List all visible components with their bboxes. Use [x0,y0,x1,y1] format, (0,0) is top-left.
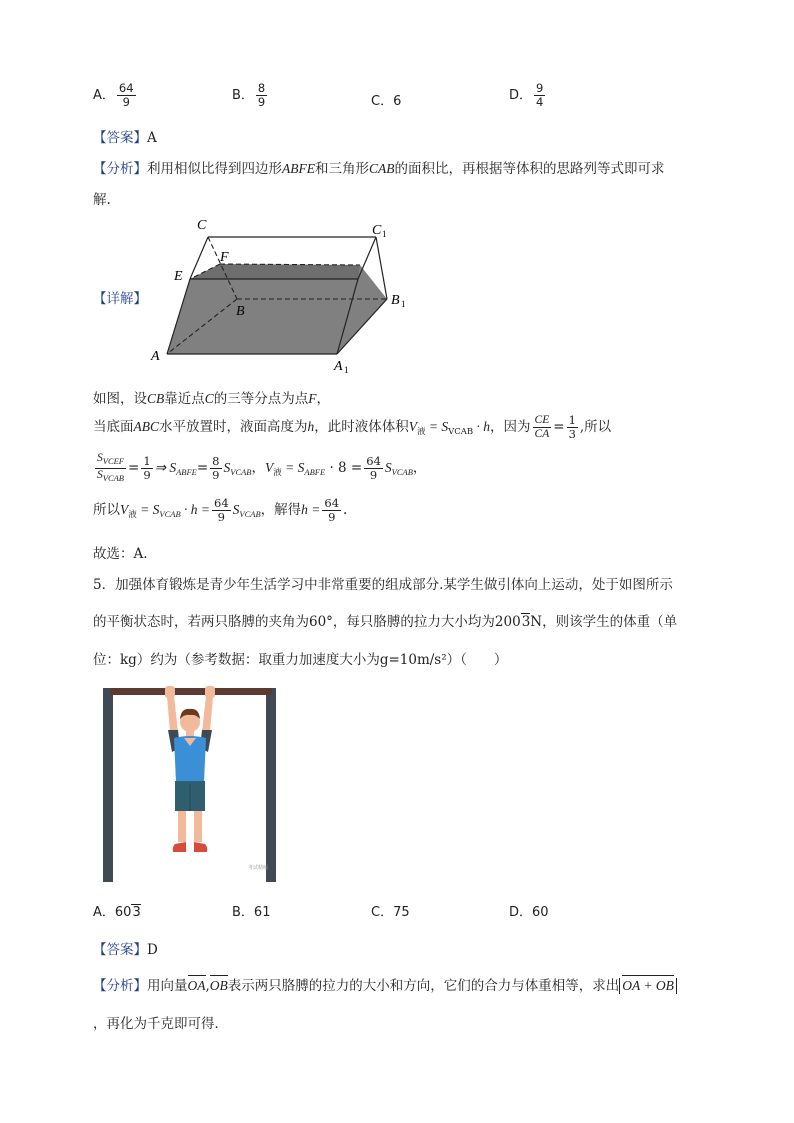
q5-option-a: A．603 [93,905,141,920]
q4-analysis-line2: 解. [93,192,111,208]
q4-analysis: 【分析】利用相似比得到四边形ABFE和三角形CAB的面积比，再根据等体积的思路列等式即可求 [93,161,665,177]
q4-option-b: B． $\frac{8}{9}$ [232,81,266,109]
label-a1: A [334,359,343,374]
label-e: E [174,269,183,284]
q5-option-b: B．61 [232,905,271,920]
q5-option-d: D．60 [509,905,549,920]
pull-up-illustration [98,682,284,882]
label-a: A [151,349,160,364]
q5-answer: 【答案】D [93,942,158,958]
q5-stem-line1: 5．加强体育锻炼是青少年生活学习中非常重要的组成部分.某学生做引体向上运动，处于如图所示 [93,577,673,593]
label-f: F [220,250,229,265]
q4-detail-tag: 【详解】 [93,291,147,307]
svg-text:考试精编: 考试精编 [248,865,269,871]
left-shoe [173,842,186,852]
q4-option-d: D． $\frac{9}{4}$ [509,81,544,109]
q5-stem-line2: 的平衡状态时，若两只胳膊的夹角为60°，每只胳膊的拉力大小均为2003N，则该学生的体重（单 [93,614,678,630]
q5-analysis-line2: ，再化为千克即可得． [93,1016,228,1032]
q5-stem-line3: 位：kg）约为（参考数据：取重力加速度大小为g=10m/s²）（ ） [93,652,508,668]
q4-detail-line3: $\frac{S_{VCEF}}{S_{VCAB}}$ = $\frac{1}{9}$ ⇒ $S_{ABFE}=$ $\frac{8}{9}$ $S_{VCAB}$，$V_液 = S_{ABFE} \cdot 8$ = $\frac{64}{9}$ $S_{VCAB}$， [97,452,427,483]
right-shoe [194,842,207,852]
label-b: B [236,304,245,319]
svg-text:1: 1 [382,229,387,239]
q4-conclusion: 故选：A. [93,546,148,562]
svg-text:1: 1 [401,299,406,309]
q4-option-a: A． $\frac{64}{9}$ [93,81,134,109]
q4-answer: 【答案】A [93,130,157,146]
label-c1: C [372,223,382,238]
q4-option-c: C．6 [371,94,402,109]
q5-option-c: C．75 [371,905,410,920]
q4-detail-line2: 当底面ABC水平放置时，液面高度为h，此时液体体积$V_液 = S_{VCAB} \cdot h$，因为 $\frac{CE}{CA}$ = $\frac{1}{3}$ ,所以 [93,413,612,441]
horizontal-bar [110,688,272,695]
left-post [103,688,113,882]
right-post [266,688,276,882]
prism-figure [140,212,420,382]
q4-detail-line4: 所以$V_液 = S_{VCAB} \cdot h$ = $\frac{64}{9}$ $S_{VCAB}$，解得h = $\frac{64}{9}$ . [93,496,348,524]
label-c: C [197,218,207,233]
liquid-top-surface [190,264,360,279]
svg-text:1: 1 [344,365,349,375]
q5-analysis: 【分析】用向量OA,OB表示两只胳膊的拉力的大小和方向，它们的合力与体重相等，求出 OA + OB [93,974,677,994]
label-b1: B [391,293,400,308]
q4-detail-line1: 如图，设CB靠近点C的三等分点为点F， [93,391,331,407]
